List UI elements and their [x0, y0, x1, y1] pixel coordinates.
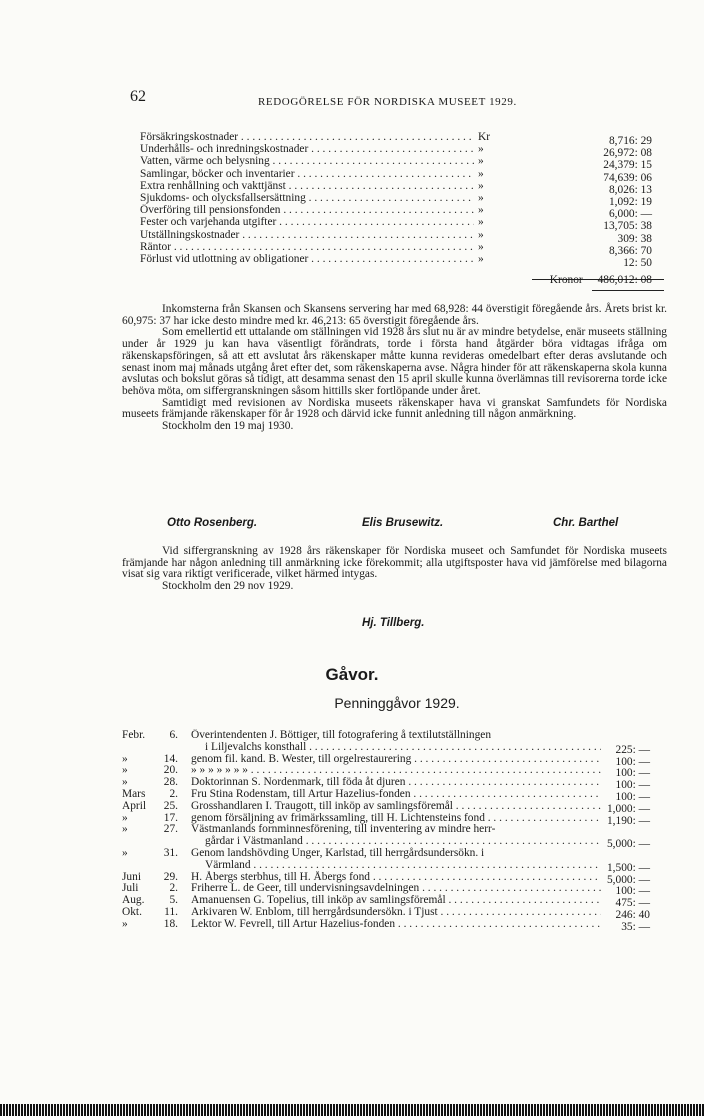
- gift-day: 2.: [169, 788, 178, 800]
- gift-day: 28.: [163, 776, 178, 789]
- paragraph: Inkomsterna från Skansen och Skansens servering har med 68,928: 44 överstigit föregående års. Årets brist kr. 60,975: 37 har icke desto mindre med kr. 46,213: 65 överstigit föregående års.: [122, 303, 667, 327]
- gift-month: [122, 859, 150, 871]
- gift-description: Doktorinnan S. Nordenmark, till föda åt djuren . . .: [191, 776, 601, 788]
- gift-month: »: [122, 776, 128, 789]
- gift-day: 18.: [163, 917, 178, 930]
- gift-description: Grosshandlaren I. Traugott, till inköp av samlingsföremål . . .: [191, 800, 601, 812]
- expense-unit: Kr: [474, 131, 490, 143]
- expense-amount: 26,972: 08: [603, 147, 652, 160]
- gift-amount: 100: —: [615, 885, 650, 898]
- paragraph: Stockholm den 19 maj 1930.: [162, 420, 294, 433]
- gift-day: 17.: [163, 811, 178, 824]
- total-amount: 486,012: 08: [597, 274, 652, 286]
- gift-day: [148, 741, 178, 753]
- expense-unit: »: [474, 192, 484, 204]
- expense-amount: 8,366: 70: [608, 244, 652, 257]
- gift-amount: 1,500: —: [606, 861, 650, 874]
- gift-day: 6.: [169, 729, 178, 741]
- gift-month: »: [122, 917, 128, 930]
- expense-label: Extra renhållning och vakttjänst . . .: [140, 180, 480, 192]
- expense-amount: 8,716: 29: [608, 135, 652, 147]
- gift-amount: 1,000: —: [606, 802, 650, 815]
- expense-label: Vatten, värme och belysning . . .: [140, 155, 480, 167]
- expense-label: Underhålls- och inredningskostnader . . .: [140, 143, 480, 155]
- gift-month: Juni: [122, 870, 141, 883]
- signature: Hj. Tillberg.: [362, 617, 425, 629]
- expense-amount: 8,026: 13: [608, 183, 652, 196]
- expense-amount: 13,705: 38: [603, 220, 652, 233]
- expense-amount: 6,000: —: [608, 208, 652, 221]
- signature: Chr. Barthel: [553, 517, 619, 529]
- gift-month: »: [122, 752, 128, 765]
- gift-day: 5.: [169, 894, 178, 907]
- bottom-border: [0, 1104, 704, 1116]
- running-head: REDOGÖRELSE FÖR NORDISKA MUSEET 1929.: [258, 96, 517, 108]
- gift-description: Friherre L. de Geer, till undervisningsavdelningen . . .: [191, 882, 601, 894]
- gift-description: » » » » » » » . . .: [191, 764, 601, 776]
- gift-description: Genom landshövding Unger, Karlstad, till herrgårdsundersökn. i: [191, 847, 485, 859]
- gift-month: Okt.: [122, 906, 142, 918]
- gift-month: »: [122, 823, 128, 836]
- gift-amount: 1,190: —: [606, 814, 650, 827]
- gift-month: Febr.: [122, 729, 146, 741]
- gift-month: »: [122, 847, 128, 859]
- gift-description: Lektor W. Fevrell, till Artur Hazelius-fonden . . .: [191, 918, 601, 930]
- gift-day: 25.: [163, 799, 178, 812]
- expense-unit: »: [474, 253, 484, 265]
- expense-unit: »: [474, 180, 484, 192]
- audit-text: [122, 304, 667, 433]
- gift-day: [148, 835, 178, 847]
- section-title: Gåvor.: [325, 665, 379, 684]
- total-row: [540, 274, 652, 286]
- gift-amount: 5,000: —: [606, 838, 650, 851]
- signature: Otto Rosenberg.: [167, 517, 258, 529]
- gift-month: »: [122, 811, 128, 824]
- gift-description: Värmland . . .: [205, 859, 601, 871]
- expense-label: Sjukdoms- och olycksfallsersättning . . .: [140, 192, 480, 204]
- expense-label: Försäkringskostnader . . .: [140, 131, 480, 143]
- gift-day: 2.: [169, 882, 178, 895]
- expense-unit: »: [474, 229, 484, 241]
- gift-month: Aug.: [122, 894, 145, 907]
- gift-month: [122, 741, 150, 753]
- gift-month: [122, 835, 150, 847]
- total-label: Kronor: [549, 274, 583, 286]
- paragraph: Samtidigt med revisionen av Nordiska museets räkenskaper hava vi granskat Samfundets för Nordiska museets främjande räkenskaper för år 1928 och därvid icke funnit anledning till någon anmärkning.: [122, 396, 667, 421]
- gift-amount: 246: 40: [615, 909, 650, 921]
- total-underline: [592, 290, 664, 291]
- expense-label: Förlust vid utlottning av obligationer . . .: [140, 253, 480, 265]
- expense-label: Överföring till pensionsfonden . . .: [140, 204, 480, 216]
- gift-description: genom försäljning av frimärkssamling, till H. Lichtensteins fond . . .: [191, 812, 601, 824]
- gift-day: 27.: [163, 823, 178, 836]
- gift-description: i Liljevalchs konsthall . . .: [205, 741, 601, 753]
- subsection-title: Penninggåvor 1929.: [334, 695, 460, 711]
- expense-label: Fester och varjehanda utgifter . . .: [140, 216, 480, 228]
- gift-day: [148, 859, 178, 871]
- gift-description: gårdar i Västmanland . . .: [205, 835, 601, 847]
- expense-label: Utställningskostnader . . .: [140, 229, 480, 241]
- gift-description: Arkivaren W. Enblom, till herrgårdsundersökn. i Tjust . . .: [191, 906, 601, 918]
- gift-description: Fru Stina Rodenstam, till Artur Hazelius-fonden . . .: [191, 788, 601, 800]
- gift-day: 14.: [163, 752, 178, 765]
- signature: Elis Brusewitz.: [362, 517, 444, 529]
- siffergranskning-text: [122, 546, 667, 593]
- gift-month: »: [122, 764, 128, 777]
- expense-unit: »: [474, 155, 484, 167]
- gift-description: genom fil. kand. B. Wester, till orgelrestaurering . . .: [191, 753, 601, 765]
- expense-unit: »: [474, 241, 484, 253]
- expense-unit: »: [474, 216, 484, 228]
- gift-amount: 100: —: [615, 791, 650, 803]
- expense-label: Räntor . . .: [140, 241, 480, 253]
- gift-amount: 100: —: [615, 755, 650, 768]
- paragraph: Vid siffergranskning av 1928 års räkenskaper för Nordiska museet och Samfundet för Nordiska museets främjande har någon anledning till anmärkning icke förekommit; alla utgiftsposter hava vid jämförelse med bilagorna visat sig vara riktigt verificerade, vilket härmed intygas.: [122, 545, 667, 581]
- gift-amount: 225: —: [615, 743, 650, 756]
- gift-day: 11.: [164, 906, 178, 918]
- gift-amount: 475: —: [615, 897, 650, 910]
- expense-label: Samlingar, böcker och inventarier . . .: [140, 168, 480, 180]
- gift-day: 29.: [163, 870, 178, 883]
- gift-month: Mars: [122, 788, 146, 800]
- gift-description: H. Åbergs sterbhus, till H. Åbergs fond . . .: [191, 871, 601, 883]
- expense-unit: »: [474, 168, 484, 180]
- expense-unit: »: [474, 143, 484, 155]
- gift-description: Amanuensen G. Topelius, till inköp av samlingsföremål . . .: [191, 894, 601, 906]
- expense-amount: 309: 38: [617, 232, 652, 245]
- paragraph: Stockholm den 29 nov 1929.: [162, 580, 294, 593]
- expense-amount: 74,639: 06: [603, 171, 652, 184]
- expense-amount: 12: 50: [623, 257, 652, 269]
- gift-amount: 100: —: [615, 779, 650, 792]
- gift-day: 20.: [163, 764, 178, 777]
- paragraph: Som emellertid ett uttalande om ställningen vid 1928 års slut nu är av mindre betydelse, enär museets ställning under år 1929 ju kan hava väsentligt förändrats, torde i första hand åtgärder böra vidtagas ifråga om räkenskapsföringen, så att ett avslutat års räkenskaper måtte kunna revideras omedelbart efter deras avslutande och senast inom maj månads utgång året efter det, som räkenskaperna avse. Några hinder för att räkenskaperna skola kunna avslutas och bokslut göras så tidigt, att desamma senast den 15 april skulle kunna överlämnas till revisorerna torde icke behöva möta, om siffergranskningen såsom hittills sker fortlöpande under året.: [122, 326, 667, 397]
- page-number: 62: [130, 88, 146, 105]
- gift-amount: 35: —: [621, 920, 650, 933]
- gift-description: Västmanlands fornminnesförening, till inventering av mindre herr-: [191, 823, 496, 836]
- gift-month: Juli: [122, 882, 139, 895]
- gift-description: Överintendenten J. Böttiger, till fotografering å textilutställningen: [191, 729, 492, 741]
- gift-amount: 5,000: —: [606, 873, 650, 886]
- gift-day: 31.: [163, 847, 178, 859]
- expense-amount: 1,092: 19: [608, 196, 652, 208]
- gift-month: April: [122, 799, 147, 812]
- expense-unit: »: [474, 204, 484, 216]
- expense-amount: 24,379: 15: [603, 159, 652, 172]
- gift-amount: 100: —: [615, 767, 650, 780]
